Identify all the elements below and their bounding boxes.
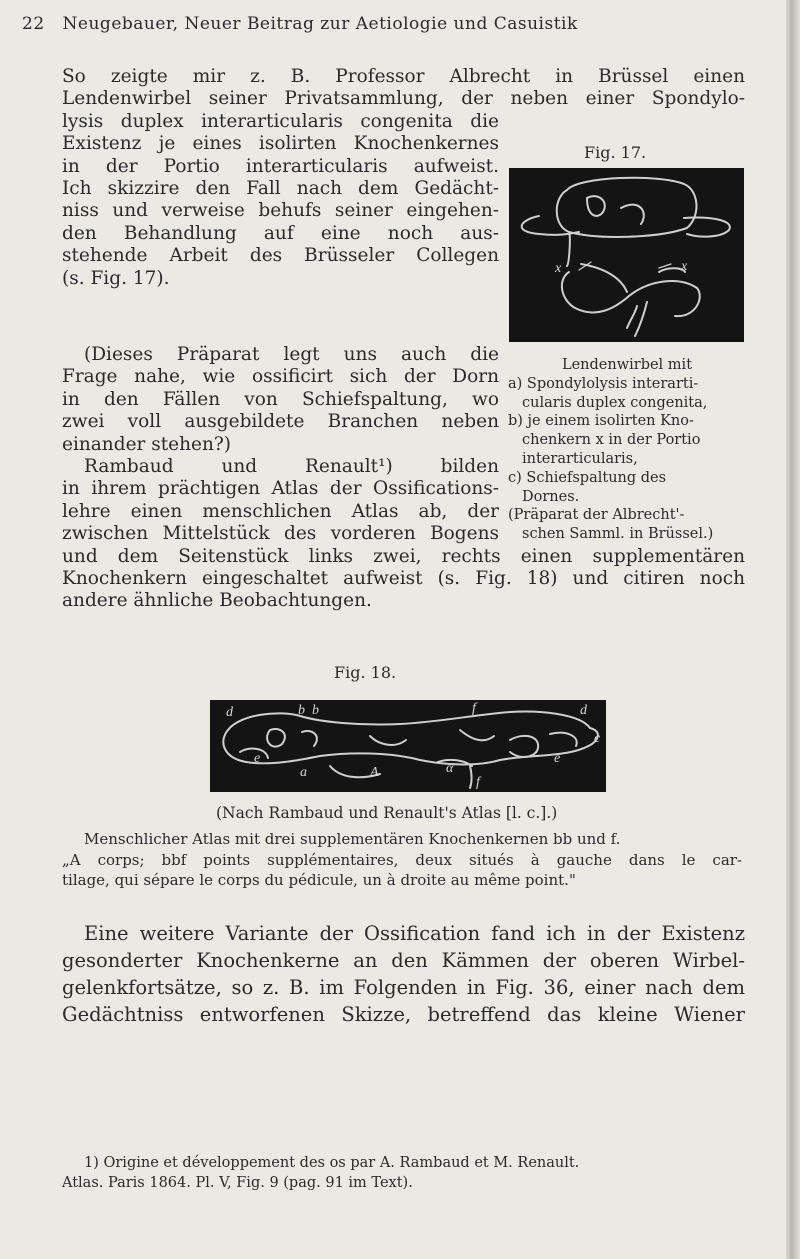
- fig17-label: Fig. 17.: [584, 143, 647, 162]
- footnote-line: Atlas. Paris 1864. Pl. V, Fig. 9 (pag. 91 im Text).: [62, 1175, 413, 1191]
- text-line: in der Portio interarticularis aufweist.: [62, 155, 499, 177]
- text-line: So zeigte mir z. B. Professor Albrecht in Brüssel einen: [62, 66, 745, 87]
- text-line: Existenz je eines isolirten Knochenkernes: [62, 133, 499, 155]
- fig18-label: Fig. 18.: [334, 663, 397, 682]
- text-line: (s. Fig. 17).: [62, 267, 170, 289]
- text-line: Lendenwirbel seiner Privatsammlung, der neben einer Spondylo-: [62, 88, 745, 110]
- caption-line: schen Samml. in Brüssel.): [522, 526, 714, 543]
- text-line: zwei voll ausgebildete Branchen neben: [62, 411, 499, 433]
- fig18-letter-a: a: [300, 765, 307, 780]
- fig18-letter-e-right: e: [554, 751, 561, 766]
- vertebra-illustration: [509, 168, 744, 342]
- text-line: und dem Seitenstück links zwei, rechts einen supplementären: [62, 545, 745, 567]
- text-line: zwischen Mittelstück des vorderen Bogens: [62, 523, 499, 545]
- text-line: stehende Arbeit des Brüsseler Collegen: [62, 245, 499, 267]
- text-line: Rambaud und Renault¹) bilden: [84, 456, 499, 477]
- page-number: 22: [22, 14, 45, 34]
- fig17-caption: [508, 356, 746, 544]
- atlas-illustration: [210, 700, 606, 792]
- fig18-letter-A: A: [370, 765, 379, 780]
- caption-line: c) Schiefspaltung des: [508, 469, 667, 486]
- text-line: gelenkfortsätze, so z. B. im Folgenden in Fig. 36, einer nach dem: [62, 976, 745, 999]
- paragraph-3-narrow: [62, 456, 499, 546]
- fig18-image: [210, 700, 606, 792]
- paragraph-1-full: [62, 66, 745, 111]
- fig17-letter-x-left: x: [555, 261, 562, 276]
- text-line: in ihrem prächtigen Atlas der Ossifications-: [62, 478, 499, 500]
- caption-line: b) je einem isolirten Kno-: [508, 413, 694, 430]
- paragraph-3-full: [62, 546, 745, 613]
- fig18-letter-d-right: d: [580, 703, 587, 718]
- caption-line: interarticularis,: [522, 450, 638, 467]
- caption-line: Dornes.: [522, 488, 580, 505]
- fig18-letter-b2: b: [312, 703, 319, 718]
- text-line: Frage nahe, wie ossificirt sich der Dorn: [62, 366, 499, 388]
- caption-line: tilage, qui sépare le corps du pédicule, un à droite au même point.": [62, 871, 576, 889]
- fig18-letter-f-top: f: [472, 701, 476, 716]
- footnote: [62, 1153, 579, 1193]
- caption-line: (Präparat der Albrecht'-: [508, 507, 685, 524]
- page-edge: [786, 0, 800, 1259]
- text-line: Knochenkern eingeschaltet aufweist (s. Fig. 18) und citiren noch: [62, 568, 745, 589]
- caption-line: a) Spondylolysis interarti-: [508, 375, 699, 392]
- fig18-letter-d-left: d: [226, 705, 233, 720]
- footnote-line: 1) Origine et développement des os par A. Rambaud et M. Renault.: [84, 1155, 580, 1171]
- fig18-letter-b1: b: [298, 703, 305, 718]
- paragraph-4: [62, 920, 745, 1028]
- fig18-letter-alpha: α: [446, 761, 454, 776]
- caption-line: chenkern x in der Portio: [522, 432, 701, 449]
- text-line: lysis duplex interarticularis congenita die: [62, 110, 499, 132]
- fig18-letter-c: c: [594, 731, 601, 746]
- text-line: Gedächtniss entworfenen Skizze, betreffend das kleine Wiener: [62, 1003, 745, 1026]
- text-line: in den Fällen von Schiefspaltung, wo: [62, 388, 499, 410]
- caption-line: Lendenwirbel mit: [561, 357, 693, 373]
- running-title: Neugebauer, Neuer Beitrag zur Aetiologie und Casuistik: [62, 14, 578, 34]
- caption-line: Menschlicher Atlas mit drei supplementären Knochenkernen bb und f.: [84, 830, 621, 848]
- text-line: andere ähnliche Beobachtungen.: [62, 590, 372, 612]
- fig18-source: (Nach Rambaud und Renault's Atlas [l. c.].): [216, 804, 558, 822]
- text-line: Ich skizzire den Fall nach dem Gedächt-: [62, 178, 499, 200]
- paragraph-1-narrow: [62, 111, 499, 290]
- fig17-image: [509, 168, 744, 342]
- text-line: niss und verweise behufs seiner eingehen-: [62, 200, 499, 222]
- running-header: [22, 14, 578, 34]
- fig17-letter-x-right: x: [681, 259, 688, 274]
- text-line: gesonderter Knochenkerne an den Kämmen der oberen Wirbel-: [62, 949, 745, 972]
- fig18-letter-e-left: e: [254, 751, 261, 766]
- caption-line: cularis duplex congenita,: [522, 394, 708, 411]
- text-line: (Dieses Präparat legt uns auch die: [84, 344, 499, 365]
- text-line: einander stehen?): [62, 433, 232, 455]
- fig18-letter-f-bottom: f: [476, 775, 480, 790]
- text-line: lehre einen menschlichen Atlas ab, der: [62, 500, 499, 522]
- text-line: Eine weitere Variante der Ossification fand ich in der Existenz: [84, 922, 745, 945]
- paragraph-2: [62, 344, 499, 456]
- fig18-caption: [62, 829, 742, 891]
- caption-line: „A corps; bbf points supplémentaires, deux situés à gauche dans le car-: [62, 850, 742, 869]
- text-line: den Behandlung auf eine noch aus-: [62, 222, 499, 244]
